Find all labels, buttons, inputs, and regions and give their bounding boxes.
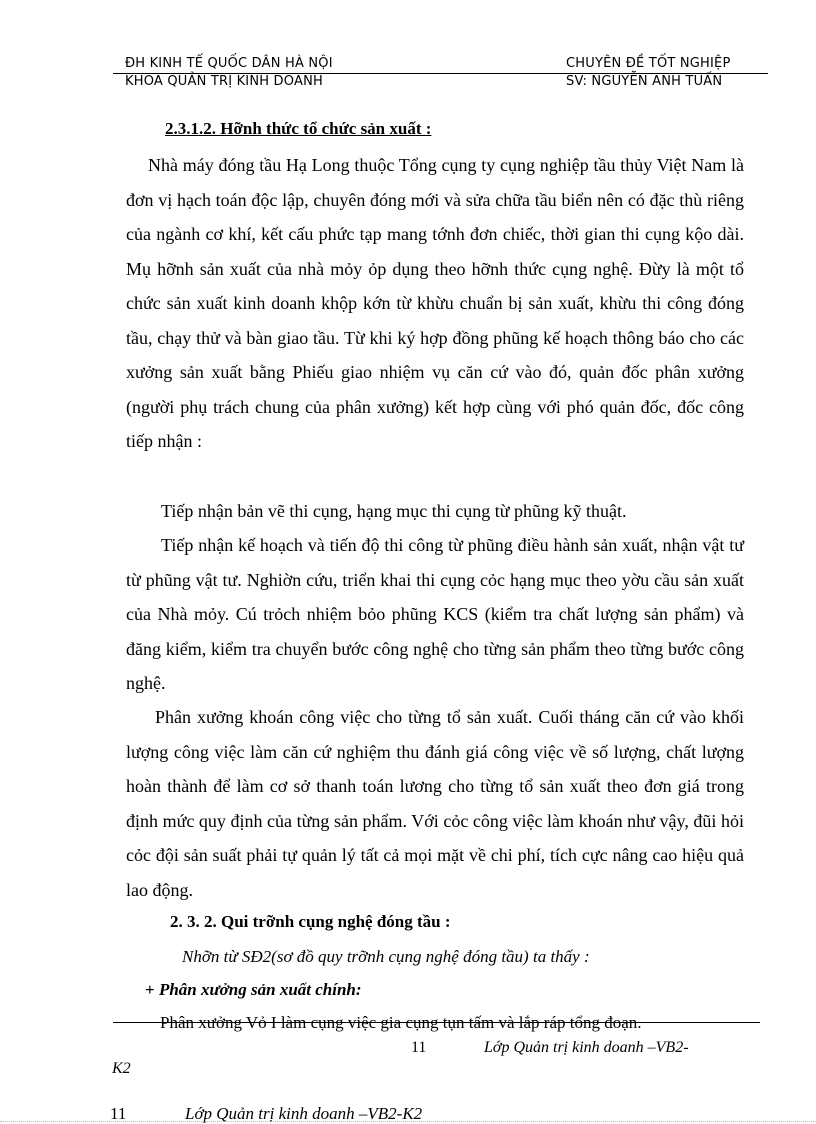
header-right-line2: SV: NGUYỄN ANH TUẤN	[566, 74, 723, 89]
italic-note: Nhỡn từ SĐ2(sơ đồ quy trỡnh cụng nghệ đóng tầu) ta thấy :	[182, 947, 590, 966]
footer-course-continued: K2	[112, 1060, 131, 1077]
subsection-heading: 2. 3. 2. Qui trỡnh cụng nghệ đóng tầu :	[170, 912, 451, 931]
body-paragraph: Tiếp nhận bản vẽ thi cụng, hạng mục thi cụng từ phũng kỹ thuật.	[161, 501, 627, 521]
body-paragraph: Phân xưởng khoán công việc cho từng tổ sản xuất. Cuối tháng căn cứ vào khối lượng công việc làm căn cứ nghiệm thu đánh giá công việc về số lượng, chất lượng hoàn thành để làm cơ sở thanh toán lương cho từng tổ sản xuất theo đơn giá trong định mức quy định của từng sản phẩm. Với cỏc công việc làm khoán như vậy, đũi hỏi cỏc đội sản suất phải tự quản lý tất cả mọi mặt về chi phí, tích cực nâng cao hiệu quả lao động.	[126, 707, 744, 900]
section-heading: 2.3.1.2. Hỡnh thức tổ chức sản xuất :	[165, 119, 432, 138]
bullet-prefix: +	[145, 980, 159, 999]
header-right-line1: CHUYÊN ĐỀ TỐT NGHIỆP	[566, 56, 731, 71]
footer-page-number: 11	[411, 1039, 427, 1056]
header-left-line1: ĐH KINH TẾ QUỐC DÂN HÀ NỘI	[125, 56, 333, 71]
body-paragraph: Tiếp nhận kế hoạch và tiến độ thi công từ phũng điều hành sản xuất, nhận vật tư từ phũng vật tư. Nghiờn cứu, triển khai thi cụng cỏc hạng mục theo yờu cầu sản xuất của Nhà mỏy. Cú trỏch nhiệm bỏo phũng KCS (kiểm tra chất lượng sản phẩm) và đăng kiểm, kiểm tra chuyển bước công nghệ cho từng sản phẩm theo từng bước công nghệ.	[126, 535, 744, 693]
bullet-label: Phân xưởng sản xuất chính:	[158, 980, 362, 999]
body-paragraph: Nhà máy đóng tầu Hạ Long thuộc Tổng cụng ty cụng nghiệp tầu thủy Việt Nam là đơn vị hạch toán độc lập, chuyên đóng mới và sửa chữa tầu biển nên có đặc thù riêng của ngành cơ khí, kết cấu phức tạp mang tớnh đơn chiếc, thời gian thi cụng kộo dài. Mụ hỡnh sản xuất của nhà mỏy ỏp dụng theo hỡnh thức cụng nghệ. Đừy là một tổ chức sản xuất kinh doanh khộp kớn từ khừu chuẩn bị sản xuất, khừu thi công đóng tầu, chạy thử và bàn giao tầu. Từ khi ký hợp đồng phũng kế hoạch thông báo cho các xưởng sản xuất bằng Phiếu giao nhiệm vụ căn cứ vào đó, quản đốc phân xưởng (người phụ trách chung của phân xưởng) kết hợp cùng với phó quản đốc, đốc công tiếp nhận :	[126, 155, 744, 451]
footer2-page-number: 11	[110, 1104, 127, 1123]
header-rule	[113, 73, 768, 74]
header-left-line2: KHOA QUẢN TRỊ KINH DOANH	[125, 74, 323, 89]
cut-off-line: Phân xưởng Vỏ I làm cụng việc gia cụng tụn tấm và lắp ráp tổng đoạn.	[160, 1013, 642, 1032]
bullet-line	[145, 980, 362, 1000]
page-edge	[0, 1121, 816, 1122]
footer-rule	[113, 1022, 760, 1023]
footer-course: Lớp Quản trị kinh doanh –VB2-	[484, 1039, 689, 1056]
footer2-course: Lớp Quản trị kinh doanh –VB2-K2	[185, 1104, 423, 1123]
